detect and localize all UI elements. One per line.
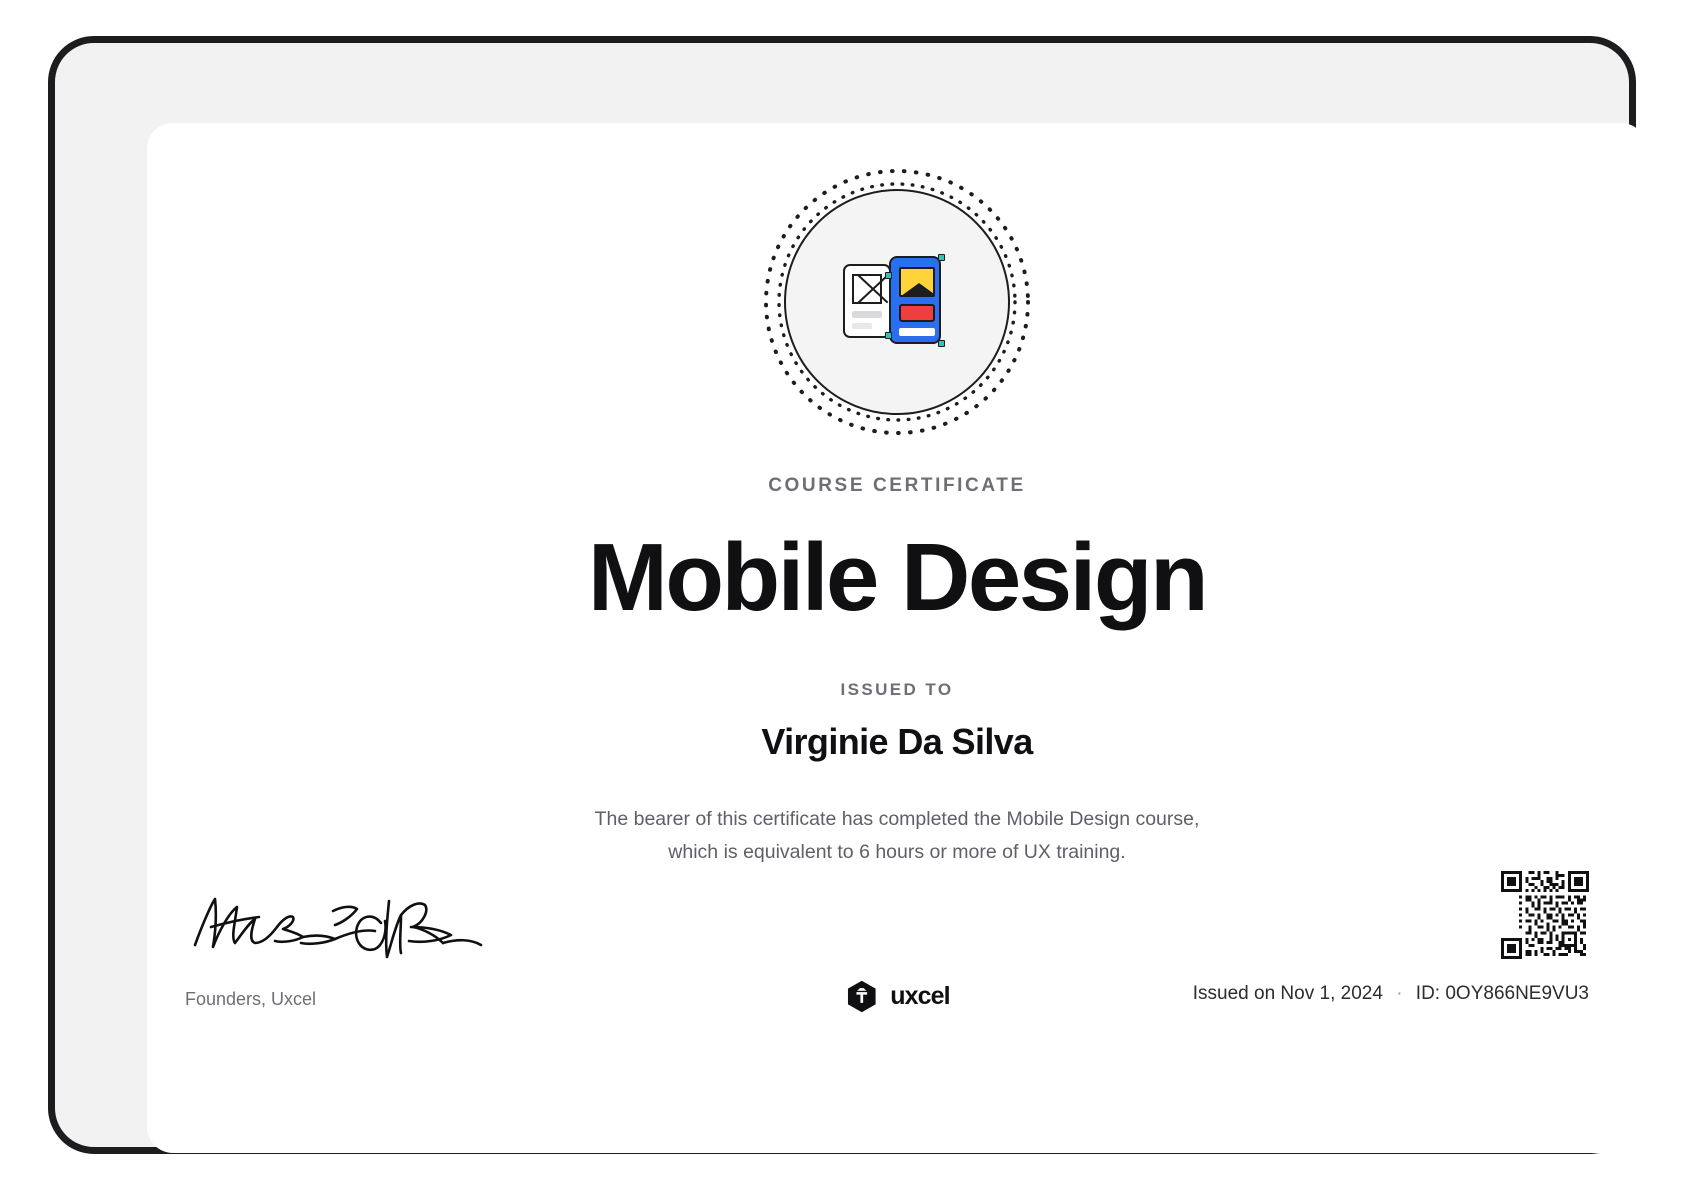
certificate-kicker: COURSE CERTIFICATE [768,475,1026,496]
seal-artwork [837,254,957,350]
course-title: Mobile Design [587,524,1207,631]
brand-name: uxcel [890,982,950,1010]
certificate-seal [762,167,1032,437]
issued-on-date: Issued on Nov 1, 2024 [1192,983,1383,1004]
selection-handle-icon [938,254,945,261]
meta-separator: · [1396,983,1403,1004]
issue-metadata [1193,983,1589,1005]
selection-handle-icon [938,340,945,347]
description-line-2: which is equivalent to 6 hours or more of UX training. [668,841,1126,863]
issued-to-label: ISSUED TO [840,680,954,699]
description-line-1: The bearer of this certificate has completed the Mobile Design course, [594,808,1200,830]
selection-handle-icon [885,332,892,339]
signature-caption: Founders, Uxcel [185,989,317,1009]
wireframe-phone-icon [843,264,891,338]
certificate-description [327,803,1467,869]
qr-code-icon [1501,871,1589,959]
recipient-name: Virginie Da Silva [761,721,1033,762]
selection-handle-icon [885,272,892,279]
certificate-frame [48,36,1636,1154]
uxcel-logo-icon [844,979,879,1014]
brand-lockup [844,979,949,1014]
designed-phone-icon [889,256,941,344]
certificate-card [147,123,1647,1153]
certificate-id: ID: 0OY866NE9VU3 [1415,983,1589,1004]
founders-signature-icon [185,883,505,973]
